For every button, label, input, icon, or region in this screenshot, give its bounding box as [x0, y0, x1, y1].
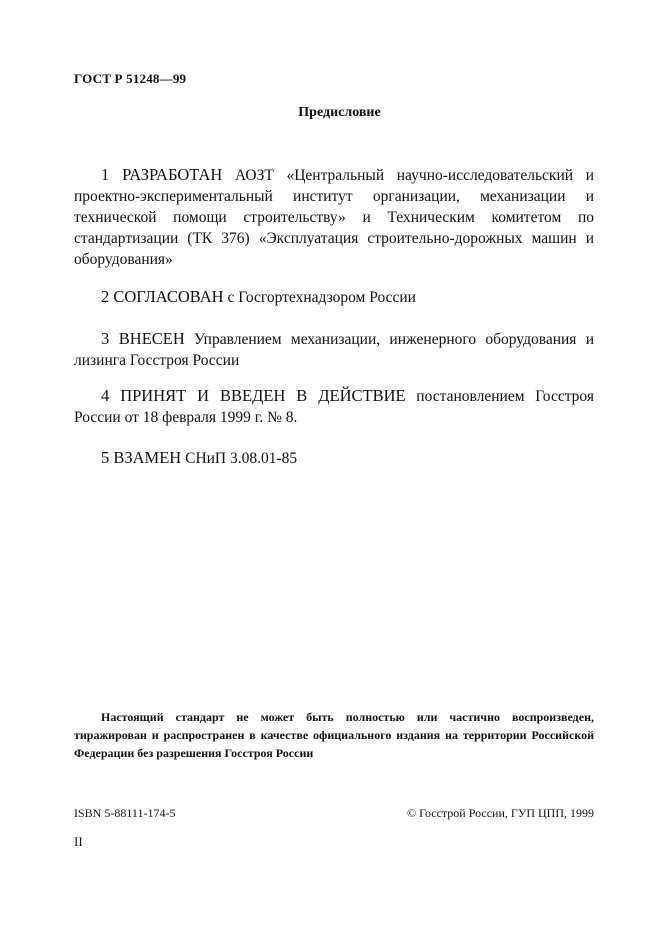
copyright-line: © Госстрой России, ГУП ЦПП, 1999 — [406, 806, 594, 820]
page-title: Предисловие — [298, 105, 381, 120]
paragraph-text: постановлением Госстроя России от 18 февраля 1999 г. № 8. — [74, 388, 595, 426]
paragraph-introduced — [74, 328, 594, 371]
isbn: ISBN 5-88111-174-5 — [74, 806, 176, 820]
paragraph-text: Управлением механизации, инженерного оборудования и лизинга Госстроя России — [74, 331, 594, 369]
paragraph-lead: 5 ВЗАМЕН — [101, 448, 182, 467]
document-code: ГОСТ Р 51248—99 — [74, 71, 187, 86]
paragraph-developed — [74, 164, 594, 270]
paragraph-text: с Госгортехнадзором России — [223, 289, 416, 306]
copyright-notice: Настоящий стандарт не может быть полностью или частично воспроизведен, тиражирован и распространен в качестве официального издания на территории Российской Федерации без разрешения Госстроя России — [74, 710, 594, 760]
paragraph-lead: 1 РАЗРАБОТАН — [101, 165, 223, 184]
paragraph-text: АОЗТ «Центральный научно-исследовательский и проектно-экспериментальный институт организации, механизации и технической помощи строительству» и Техническим комитетом по стандартизации (ТК 376) «Эксплуатация строительно-дорожных машин и оборудования» — [74, 167, 594, 268]
paragraph-lead: 2 СОГЛАСОВАН — [101, 287, 224, 306]
page-number: II — [74, 834, 83, 849]
paragraph-agreed — [74, 286, 594, 308]
paragraph-adopted — [74, 385, 594, 428]
paragraph-text: СНиП 3.08.01-85 — [181, 450, 298, 467]
paragraph-lead: 3 ВНЕСЕН — [101, 329, 185, 348]
paragraph-lead: 4 ПРИНЯТ И ВВЕДЕН В ДЕЙСТВИЕ — [101, 386, 406, 405]
paragraph-replaces — [74, 447, 594, 469]
